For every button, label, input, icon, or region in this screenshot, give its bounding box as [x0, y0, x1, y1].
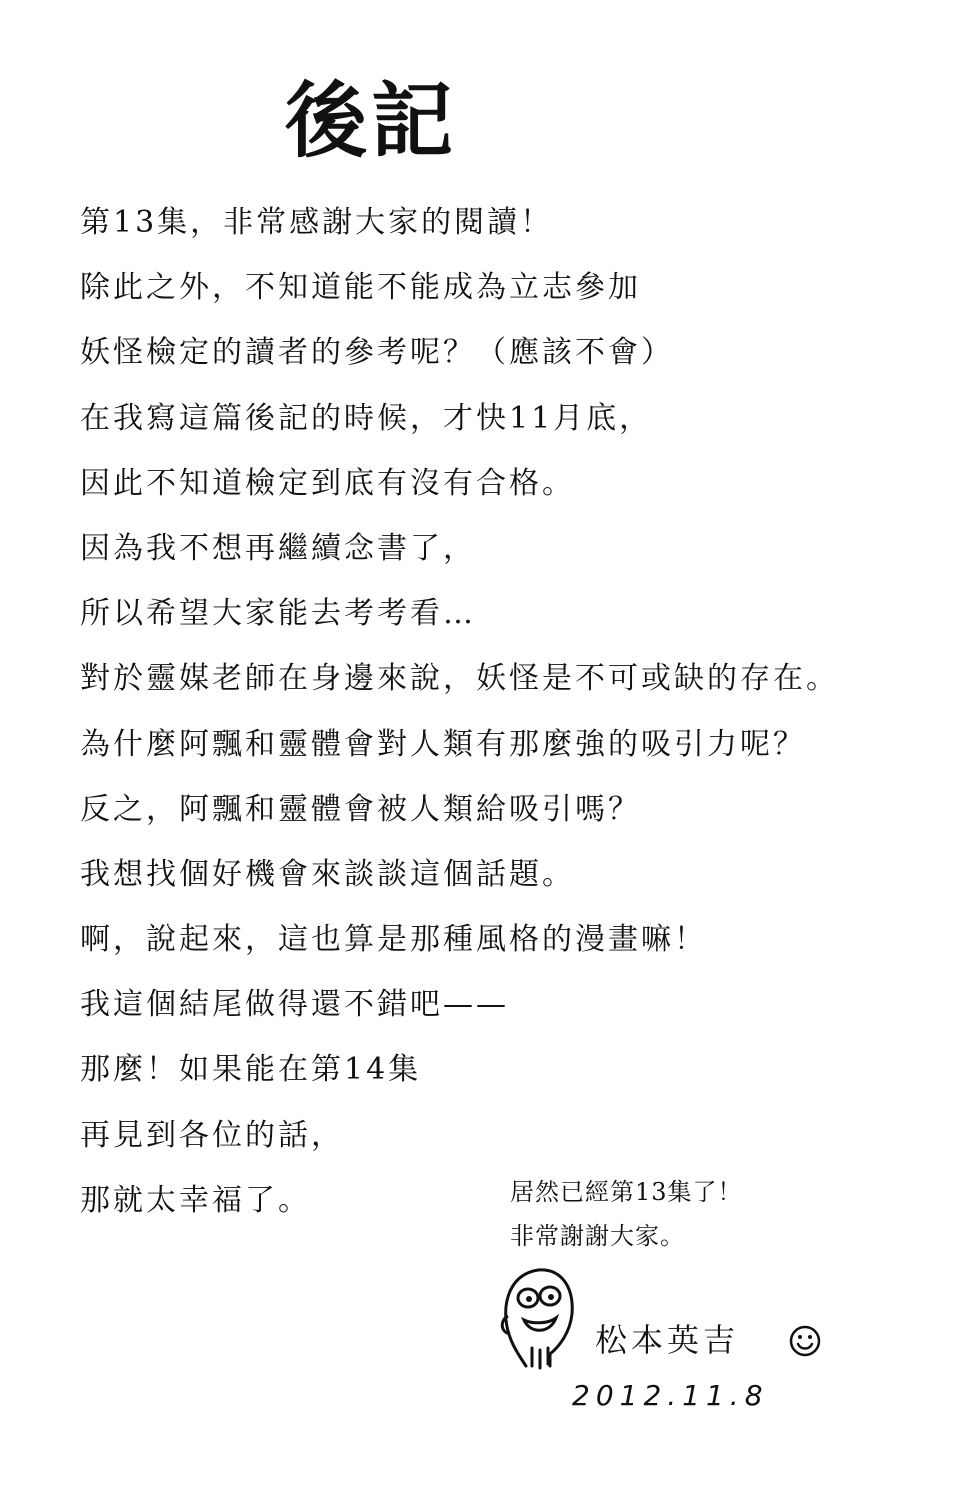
- body-line: 反之，阿飄和靈體會被人類給吸引嗎？: [80, 791, 641, 827]
- body-line: 所以希望大家能去考考看…: [80, 596, 476, 632]
- body-line: 為什麼阿飄和靈體會對人類有那麼強的吸引力呢？: [80, 726, 806, 762]
- page-title: 後記: [285, 74, 458, 169]
- handwritten-note: [510, 1170, 810, 1258]
- body-line: 因為我不想再繼續念書了，: [80, 530, 476, 566]
- body-line: 妖怪檢定的讀者的參考呢？（應該不會）: [80, 335, 674, 371]
- body-line: 在我寫這篇後記的時候，才快11月底，: [80, 400, 653, 436]
- body-line: 那就太幸福了。: [80, 1182, 311, 1218]
- body-line: 再見到各位的話，: [80, 1117, 344, 1153]
- body-line: 我這個結尾做得還不錯吧——: [80, 987, 509, 1023]
- body-line: 第13集，非常感謝大家的閱讀！: [80, 205, 554, 240]
- afterword-body: [80, 190, 960, 1233]
- body-line: 除此之外，不知道能不能成為立志參加: [80, 270, 641, 306]
- body-line: 那麼！如果能在第14集: [80, 1052, 422, 1088]
- author-signature: 松本英吉: [595, 1321, 740, 1359]
- smiley-face-icon: [788, 1324, 822, 1358]
- note-line: 居然已經第13集了！: [510, 1178, 743, 1206]
- body-line: 啊，說起來，這也算是那種風格的漫畫嘛！: [80, 922, 707, 958]
- author-self-portrait-icon: [498, 1262, 580, 1372]
- note-line: 非常謝謝大家。: [510, 1222, 685, 1250]
- body-line: 因此不知道檢定到底有沒有合格。: [80, 465, 575, 501]
- body-line: 我想找個好機會來談談這個話題。: [80, 856, 575, 892]
- body-line: 對於靈媒老師在身邊來說，妖怪是不可或缺的存在。: [80, 661, 839, 697]
- signature-date: 2012.11.8: [572, 1379, 769, 1412]
